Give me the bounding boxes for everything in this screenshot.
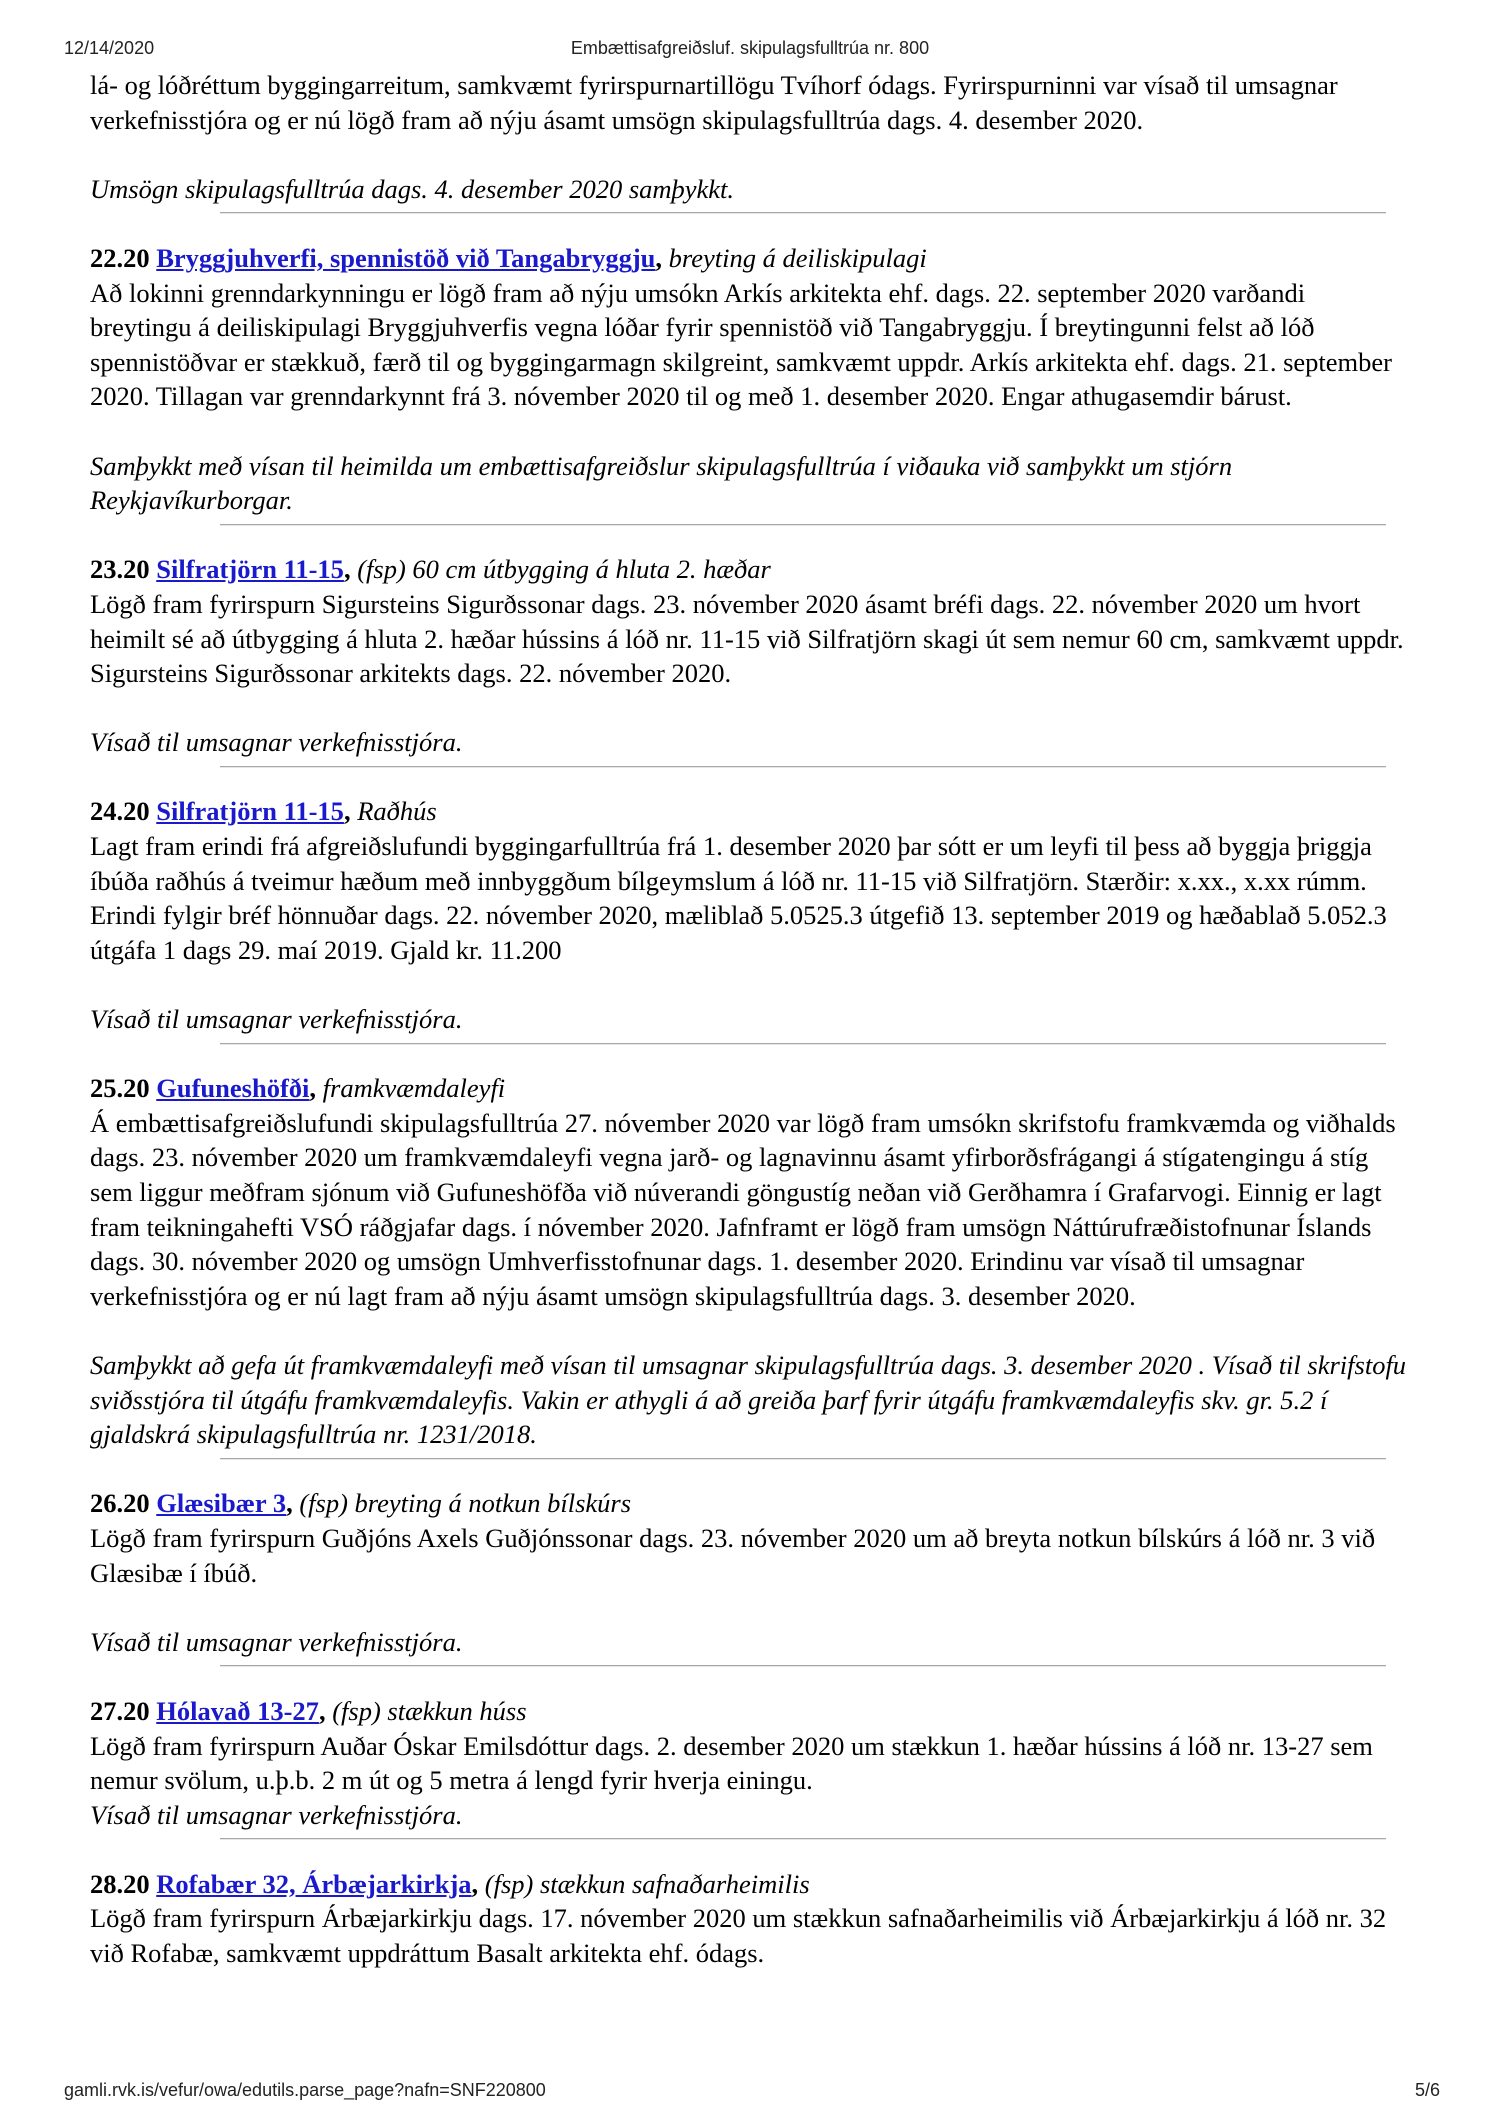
item-number: 22.20	[90, 242, 150, 273]
item-body: Lagt fram erindi frá afgreiðslufundi byggingarfulltrúa frá 1. desember 2020 þar sótt er um leyfi til þess að byggja þriggja íbúða raðhús á tveimur hæðum með innbyggðum bílgeymslum á lóð nr. 11-15 við Silfratjörn. Stærðir: x.xx., x.xx rúmm. Erindi fylgir bréf hönnuðar dags. 22. nóvember 2020, mæliblað 5.0525.3 útgefið 13. september 2019 og hæðablað 5.052.3 útgáfa 1 dags 29. maí 2019. Gjald kr. 11.200	[90, 831, 1387, 965]
item-decision: Vísað til umsagnar verkefnisstjóra.	[90, 1626, 463, 1657]
item-subtitle: Raðhús	[357, 796, 437, 827]
item-subtitle: (fsp) breyting á notkun bílskúrs	[299, 1488, 632, 1519]
item-heading	[90, 552, 1410, 587]
item-subtitle: (fsp) stækkun húss	[332, 1695, 527, 1726]
item-heading	[90, 794, 1410, 829]
item-link-gufuneshofdi[interactable]: Gufuneshöfði	[156, 1073, 310, 1104]
intro-body: lá- og lóðréttum byggingarreitum, samkvæmt fyrirspurnartillögu Tvíhorf ódags. Fyrirspurninni var vísað til umsagnar verkefnisstjóra og er nú lögð fram að nýju ásamt umsögn skipulagsfulltrúa dags. 4. desember 2020.	[90, 70, 1338, 135]
item-separator: ,	[318, 1695, 326, 1726]
agenda-item-27-20	[90, 1694, 1410, 1832]
item-separator: ,	[343, 796, 351, 827]
divider	[90, 206, 1410, 241]
item-link-glaesibaer[interactable]: Glæsibær 3	[156, 1488, 287, 1519]
agenda-item-25-20	[90, 1071, 1410, 1452]
item-heading	[90, 241, 1410, 276]
item-body: Lögð fram fyrirspurn Sigursteins Sigurðssonar dags. 23. nóvember 2020 ásamt bréfi dags. 22. nóvember 2020 um hvort heimilt sé að útbygging á hluta 2. hæðar hússins á lóð nr. 11-15 við Silfratjörn skagi út sem nemur 60 cm, samkvæmt uppdr. Sigursteins Sigurðssonar arkitekts dags. 22. nóvember 2020.	[90, 588, 1404, 689]
agenda-item-26-20	[90, 1486, 1410, 1659]
item-body: Að lokinni grenndarkynningu er lögð fram að nýju umsókn Arkís arkitekta ehf. dags. 22. september 2020 varðandi breytingu á deiliskipulagi Bryggjuhverfis vegna lóðar fyrir spennistöð við Tangabryggju. Í breytingunni felst að lóð spennistöðvar er stækkuð, færð til og byggingarmagn skilgreint, samkvæmt uppdr. Arkís arkitekta ehf. dags. 21. september 2020. Tillagan var grenndarkynnt frá 3. nóvember 2020 til og með 1. desember 2020. Engar athugasemdir bárust.	[90, 277, 1392, 412]
item-subtitle: breyting á deiliskipulagi	[668, 242, 927, 273]
divider	[90, 1832, 1410, 1867]
item-decision: Vísað til umsagnar verkefnisstjóra.	[90, 1004, 463, 1035]
item-number: 27.20	[90, 1695, 150, 1726]
agenda-item-24-20	[90, 794, 1410, 1036]
item-separator: ,	[655, 242, 663, 273]
item-body: Lögð fram fyrirspurn Guðjóns Axels Guðjónssonar dags. 23. nóvember 2020 um að breyta notkun bílskúrs á lóð nr. 3 við Glæsibæ í íbúð.	[90, 1522, 1376, 1588]
divider	[90, 1452, 1410, 1487]
print-date: 12/14/2020	[64, 38, 155, 58]
item-subtitle: (fsp) 60 cm útbygging á hluta 2. hæðar	[357, 554, 771, 585]
intro-decision: Umsögn skipulagsfulltrúa dags. 4. desember 2020 samþykkt.	[90, 173, 735, 204]
minutes-content	[90, 68, 1410, 1971]
item-body: Á embættisafgreiðslufundi skipulagsfulltrúa 27. nóvember 2020 var lögð fram umsókn skrifstofu framkvæmda og viðhalds dags. 23. nóvember 2020 um framkvæmdaleyfi vegna jarð- og lagnavinnu ásamt yfirborðsfrágangi á stígatengingu á stíg sem liggur meðfram sjónum við Gufuneshöfða við núverandi göngustíg neðan við Gerðhamra í Grafarvogi. Einnig er lagt fram teikningahefti VSÓ ráðgjafar dags. í nóvember 2020. Jafnframt er lögð fram umsögn Náttúrufræðistofnunar Íslands dags. 30. nóvember 2020 og umsögn Umhverfisstofnunar dags. 1. desember 2020. Erindinu var vísað til umsagnar verkefnisstjóra og er nú lagt fram að nýju ásamt umsögn skipulagsfulltrúa dags. 3. desember 2020.	[90, 1107, 1396, 1311]
agenda-item-23-20	[90, 552, 1410, 760]
divider	[90, 760, 1410, 795]
item-heading	[90, 1694, 1410, 1729]
item-separator: ,	[343, 554, 351, 585]
item-number: 28.20	[90, 1868, 150, 1899]
item-heading	[90, 1867, 1410, 1902]
agenda-item-22-20	[90, 241, 1410, 518]
item-decision: Vísað til umsagnar verkefnisstjóra.	[90, 727, 463, 758]
divider	[90, 1037, 1410, 1072]
item-number: 25.20	[90, 1073, 150, 1104]
item-body: Lögð fram fyrirspurn Auðar Óskar Emilsdóttur dags. 2. desember 2020 um stækkun 1. hæðar hússins á lóð nr. 13-27 sem nemur svölum, u.þ.b. 2 m út og 5 metra á lengd fyrir hverja einingu.	[90, 1730, 1373, 1796]
item-heading	[90, 1071, 1410, 1106]
item-link-silfratjorn[interactable]: Silfratjörn 11-15	[156, 796, 344, 827]
item-link-silfratjorn[interactable]: Silfratjörn 11-15	[156, 554, 344, 585]
item-subtitle: (fsp) stækkun safnaðarheimilis	[484, 1868, 810, 1899]
item-subtitle: framkvæmdaleyfi	[322, 1073, 506, 1104]
page-number: 5/6	[1414, 2080, 1440, 2100]
item-number: 24.20	[90, 796, 150, 827]
item-number: 23.20	[90, 554, 150, 585]
agenda-item-28-20	[90, 1867, 1410, 1971]
item-separator: ,	[309, 1073, 317, 1104]
item-body: Lögð fram fyrirspurn Árbæjarkirkju dags. 17. nóvember 2020 um stækkun safnaðarheimilis við Árbæjarkirkju á lóð nr. 32 við Rofabæ, samkvæmt uppdráttum Basalt arkitekta ehf. ódags.	[90, 1903, 1387, 1969]
item-heading	[90, 1486, 1410, 1521]
divider	[90, 1659, 1410, 1694]
item-separator: ,	[471, 1868, 479, 1899]
item-decision: Samþykkt að gefa út framkvæmdaleyfi með vísan til umsagnar skipulagsfulltrúa dags. 3. desember 2020 . Vísað til skrifstofu sviðsstjóra til útgáfu framkvæmdaleyfis. Vakin er athygli á að greiða þarf fyrir útgáfu framkvæmdaleyfis skv. gr. 5.2 í gjaldskrá skipulagsfulltrúa nr. 1231/2018.	[90, 1349, 1407, 1450]
item-number: 26.20	[90, 1488, 150, 1519]
print-title: Embættisafgreiðsluf. skipulagsfulltrúa nr. 800	[570, 38, 930, 58]
divider	[90, 518, 1410, 553]
item-link-holavad[interactable]: Hólavað 13-27	[156, 1695, 319, 1726]
item-separator: ,	[286, 1488, 293, 1519]
item-decision: Vísað til umsagnar verkefnisstjóra.	[90, 1799, 463, 1830]
item-link-rofabaer[interactable]: Rofabær 32, Árbæjarkirkja	[156, 1868, 472, 1899]
item-decision: Samþykkt með vísan til heimilda um embættisafgreiðslur skipulagsfulltrúa í viðauka við samþykkt um stjórn Reykjavíkurborgar.	[90, 450, 1233, 516]
item-link-bryggjuhverfi[interactable]: Bryggjuhverfi, spennistöð við Tangabryggju	[156, 242, 656, 273]
page-url: gamli.rvk.is/vefur/owa/edutils.parse_page?nafn=SNF220800	[64, 2080, 546, 2100]
